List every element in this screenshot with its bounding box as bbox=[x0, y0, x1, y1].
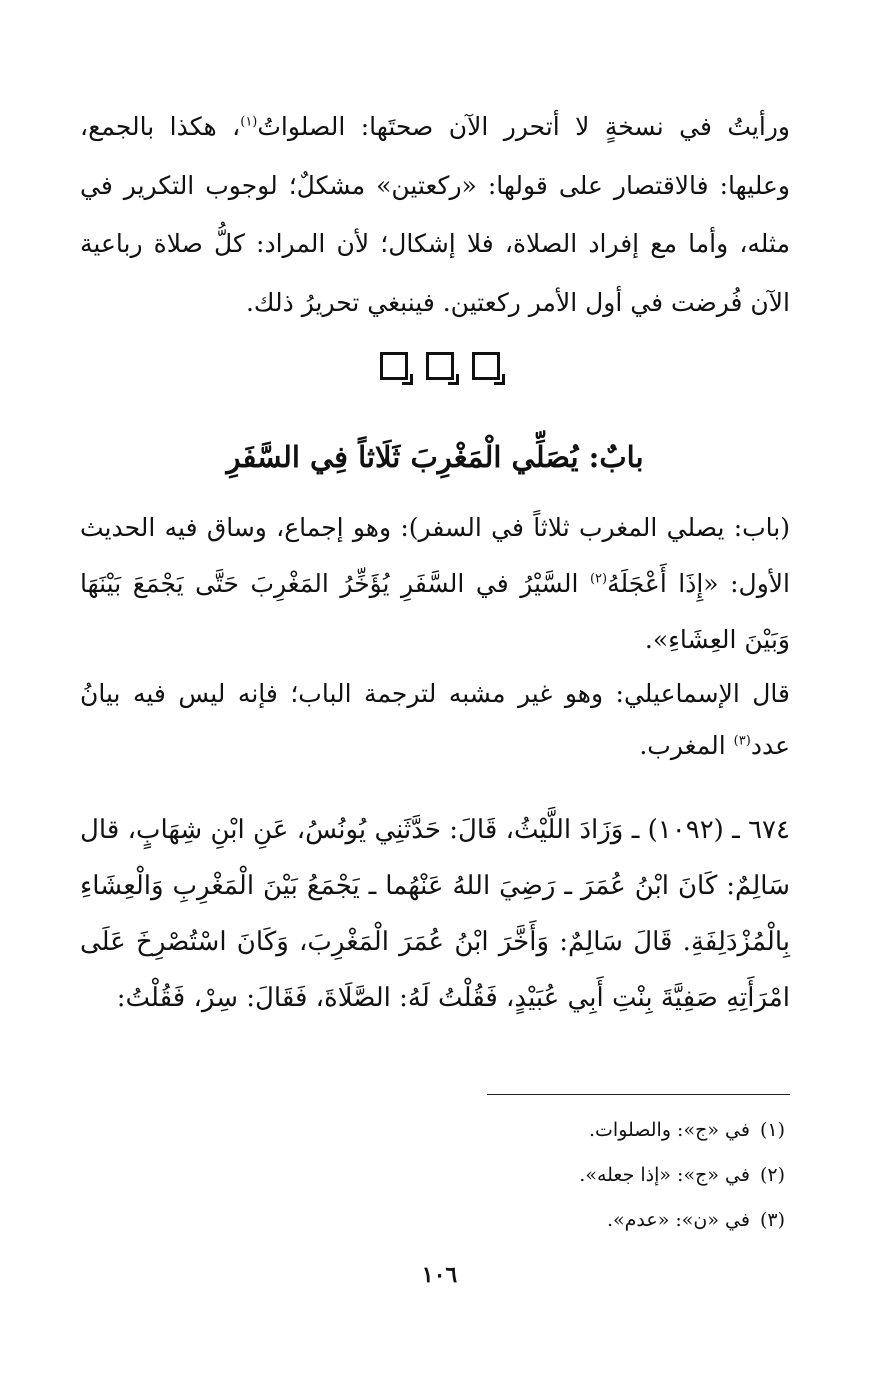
ornament-square-icon bbox=[380, 352, 408, 380]
ornament-square-icon bbox=[426, 352, 454, 380]
intro-paragraph bbox=[80, 98, 790, 332]
bab-paragraph bbox=[80, 500, 790, 668]
footnote-item bbox=[80, 1153, 785, 1198]
footnote-text: في «ن»: «عدم». bbox=[606, 1209, 750, 1231]
ornament-square-icon bbox=[472, 352, 500, 380]
footnote-number: (١) bbox=[759, 1119, 785, 1141]
ismaili-text-2: المغرب. bbox=[639, 731, 734, 760]
footnote-text: في «ج»: والصلوات. bbox=[588, 1119, 750, 1141]
footnotes-list bbox=[80, 1108, 785, 1243]
chapter-title bbox=[80, 432, 790, 482]
footnote-ref-1: (١) bbox=[240, 114, 258, 130]
page-number: ١٠٦ bbox=[421, 1262, 458, 1288]
bab-text-1: (باب: يصلي المغرب ثلاثاً في السفر): وهو إجماع، وساق فيه الحديث الأول: «إِذَا أَعْجَلَهُ bbox=[80, 513, 790, 598]
ismaili-paragraph bbox=[80, 668, 790, 772]
ismaili-text-1: قال الإسماعيلي: وهو غير مشبه لترجمة الباب؛ فإنه ليس فيه بيانُ عدد bbox=[80, 679, 790, 760]
footnote-number: (٢) bbox=[759, 1164, 785, 1186]
chapter-title-text: يُصَلِّي الْمَغْرِبَ ثَلَاثاً فِي السَّفَرِ bbox=[226, 440, 579, 474]
chapter-title-lead: بابٌ: bbox=[588, 440, 644, 474]
footnote-ref-3: (٣) bbox=[733, 733, 751, 749]
bab-text-2: السَّيْرُ في السَّفَرِ يُؤَخِّرُ المَغْرِبَ حَتَّى يَجْمَعَ بَيْنَهَا وَبَيْنَ العِشَاءِ». bbox=[80, 569, 790, 654]
footnote-text: في «ج»: «إذا جعله». bbox=[579, 1164, 750, 1186]
hadith-paragraph bbox=[80, 802, 790, 1026]
footnote-ref-2: (٢) bbox=[589, 571, 608, 587]
footnote-item bbox=[80, 1108, 785, 1153]
intro-text-1: ورأيتُ في نسخةٍ لا أتحرر الآن صحتَها: الصلواتُ bbox=[257, 112, 790, 141]
section-divider-ornament bbox=[0, 352, 879, 380]
intro-text-2: ، هكذا بالجمع، وعليها: فالاقتصار على قولها: «ركعتين» مشكلٌ؛ لوجوب التكرير في مثله، وأما مع إفراد الصلاة، فلا إشكال؛ لأن المراد: كلُّ صلاة رباعية الآن فُرضت في أول الأمر ركعتين. فينبغي تحريرُ ذلك. bbox=[80, 112, 790, 317]
footnote-number: (٣) bbox=[759, 1209, 785, 1231]
hadith-text: ٦٧٤ ـ (١٠٩٢) ـ وَزَادَ اللَّيْثُ، قَالَ: حَدَّثَنِي يُونُسُ، عَنِ ابْنِ شِهَابٍ، قال سَالِمٌ: كَانَ ابْنُ عُمَرَ ـ رَضِيَ اللهُ عَنْهُما ـ يَجْمَعُ بَيْنَ الْمَغْرِبِ وَالْعِشَاءِ بِالْمُزْدَلِفَةِ. قَالَ سَالِمٌ: وَأَخَّرَ ابْنُ عُمَرَ الْمَغْرِبَ، وَكَانَ اسْتُصْرِخَ عَلَى امْرَأَتِهِ صَفِيَّةَ بِنْتِ أَبِي عُبَيْدٍ، فَقُلْتُ لَهُ: الصَّلَاةَ، فَقَالَ: سِرْ، فَقُلْتُ: bbox=[80, 815, 790, 1013]
footnote-item bbox=[80, 1198, 785, 1243]
footnote-separator bbox=[487, 1094, 790, 1095]
